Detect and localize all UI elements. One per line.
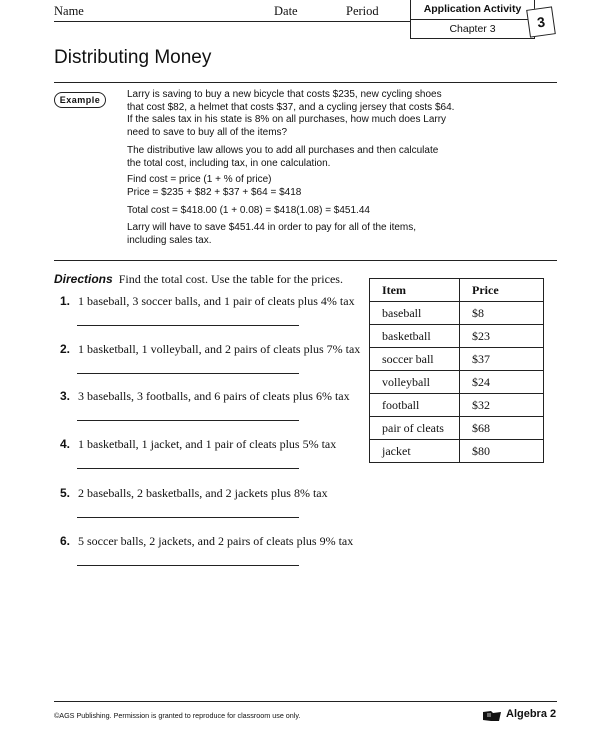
example-line: that cost $82, a helmet that costs $37, and a cycling jersey that costs $64. [127, 101, 455, 113]
problem-text: 1 basketball, 1 volleyball, and 2 pairs of cleats plus 7% tax [78, 342, 361, 356]
answer-line[interactable] [77, 420, 299, 421]
directions-label: Directions [54, 272, 113, 286]
book-icon [482, 709, 502, 727]
example-rule [54, 260, 557, 261]
book-title: Algebra 2 [506, 708, 557, 720]
price-cell: $37 [460, 348, 544, 371]
example-problem [127, 89, 557, 139]
price-line: Price = $235 + $82 + $37 + $64 = $418 [127, 186, 302, 198]
answer-line[interactable] [77, 517, 299, 518]
name-label: Name [54, 4, 84, 18]
chapter-tab [410, 0, 535, 39]
answer-line[interactable] [77, 373, 299, 374]
example-line: If the sales tax in his state is 8% on all purchases, how much does Larry [127, 114, 447, 125]
header-rule [54, 21, 410, 22]
problem-text: 5 soccer balls, 2 jackets, and 2 pairs of cleats plus 9% tax [78, 534, 354, 548]
item-cell: basketball [370, 325, 460, 348]
table-row [370, 440, 544, 463]
item-cell: pair of cleats [370, 417, 460, 440]
price-cell: $68 [460, 417, 544, 440]
price-cell: $8 [460, 302, 544, 325]
find-cost-line: Find cost = price (1 + % of price) [127, 174, 272, 185]
example-law [127, 145, 557, 170]
problem-text: 1 basketball, 1 jacket, and 1 pair of cleats plus 5% tax [78, 437, 337, 451]
price-cell: $24 [460, 371, 544, 394]
item-cell: soccer ball [370, 348, 460, 371]
column-header-item: Item [370, 279, 460, 302]
page-title: Distributing Money [54, 47, 212, 68]
price-cell: $23 [460, 325, 544, 348]
table-row [370, 325, 544, 348]
problem-text: 2 baseballs, 2 basketballs, and 2 jackets plus 8% tax [78, 486, 328, 500]
table-row [370, 394, 544, 417]
problem-number: 3. [60, 389, 71, 403]
item-cell: jacket [370, 440, 460, 463]
problem-number: 5. [60, 486, 71, 500]
example-line: The distributive law allows you to add all purchases and then calculate [127, 145, 439, 156]
directions [54, 272, 343, 287]
table-row [370, 371, 544, 394]
activity-label: Application Activity [423, 3, 522, 15]
price-cell: $80 [460, 440, 544, 463]
table-row [370, 417, 544, 440]
date-label: Date [274, 4, 298, 18]
table-row [370, 348, 544, 371]
problem-text: 1 baseball, 3 soccer balls, and 1 pair of cleats plus 4% tax [78, 294, 355, 308]
price-table [369, 278, 544, 463]
table-header-row [370, 279, 544, 302]
problem-number: 4. [60, 437, 71, 451]
answer-line[interactable] [77, 325, 299, 326]
period-label: Period [346, 4, 379, 18]
item-cell: football [370, 394, 460, 417]
total-cost-line: Total cost = $418.00 (1 + 0.08) = $418(1.08) = $451.44 [127, 205, 370, 216]
example-answer [127, 222, 557, 247]
item-cell: baseball [370, 302, 460, 325]
example-badge: Example [54, 92, 106, 108]
copyright-notice: ©AGS Publishing. Permission is granted to reproduce for classroom use only. [54, 711, 301, 720]
column-header-price: Price [460, 279, 544, 302]
problem-number: 2. [60, 342, 71, 356]
chapter-number-box: 3 [526, 6, 556, 37]
problem-item [60, 342, 360, 357]
problem-item [60, 486, 328, 501]
directions-text: Find the total cost. Use the table for the prices. [118, 272, 343, 286]
example-line: Larry is saving to buy a new bicycle that costs $235, new cycling shoes [127, 89, 442, 100]
table-row [370, 302, 544, 325]
problem-item [60, 389, 350, 404]
answer-line[interactable] [77, 468, 299, 469]
problem-item [60, 437, 336, 452]
price-cell: $32 [460, 394, 544, 417]
answer-line[interactable] [77, 565, 299, 566]
example-formulas [127, 174, 557, 199]
title-rule [54, 82, 557, 83]
example-line: including sales tax. [127, 234, 212, 246]
problem-item [60, 294, 355, 309]
chapter-label: Chapter 3 [449, 23, 496, 35]
problem-text: 3 baseballs, 3 footballs, and 6 pairs of cleats plus 6% tax [78, 389, 350, 403]
problem-number: 1. [60, 294, 71, 308]
item-cell: volleyball [370, 371, 460, 394]
problem-item [60, 534, 353, 549]
example-line: Larry will have to save $451.44 in order to pay for all of the items, [127, 222, 417, 233]
example-line: the total cost, including tax, in one calculation. [127, 157, 331, 169]
problem-number: 6. [60, 534, 71, 548]
example-line: need to save to buy all of the items? [127, 126, 288, 138]
footer-rule [54, 701, 557, 702]
